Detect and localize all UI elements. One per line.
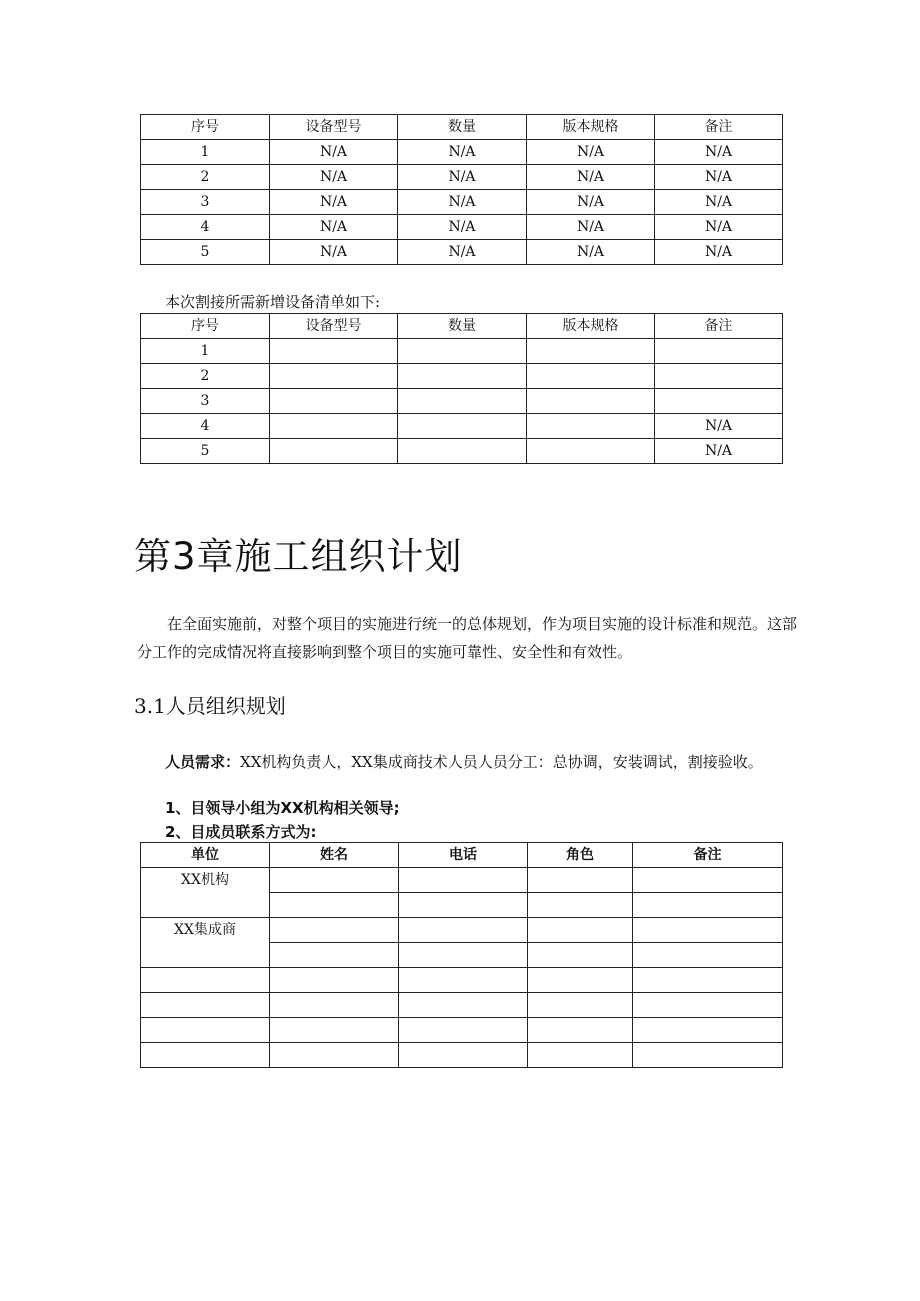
table-cell: N/A bbox=[398, 165, 527, 190]
table-cell: 5 bbox=[141, 240, 270, 265]
list-item: 2、目成员联系方式为: bbox=[165, 823, 317, 841]
table-cell: N/A bbox=[655, 215, 783, 240]
header-cell: 序号 bbox=[141, 115, 270, 140]
header-cell: 序号 bbox=[141, 314, 270, 339]
table-cell bbox=[633, 993, 783, 1018]
table-cell bbox=[528, 1018, 633, 1043]
table-row bbox=[141, 339, 783, 364]
header-cell: 设备型号 bbox=[270, 115, 398, 140]
table-cell: N/A bbox=[655, 414, 783, 439]
table-cell: 3 bbox=[141, 190, 270, 215]
table-cell bbox=[270, 868, 399, 893]
table-cell: N/A bbox=[527, 240, 655, 265]
table-cell bbox=[633, 968, 783, 993]
table-cell: N/A bbox=[527, 190, 655, 215]
table-cell bbox=[270, 993, 399, 1018]
table-row bbox=[141, 968, 783, 993]
contacts-table bbox=[140, 842, 783, 1068]
table-cell: N/A bbox=[527, 140, 655, 165]
table-cell bbox=[399, 993, 528, 1018]
header-cell: 单位 bbox=[141, 843, 270, 868]
header-cell: 备注 bbox=[633, 843, 783, 868]
header-cell: 版本规格 bbox=[527, 314, 655, 339]
table-cell: N/A bbox=[270, 140, 398, 165]
table-cell bbox=[527, 389, 655, 414]
table-cell bbox=[528, 993, 633, 1018]
requirements-text: XX机构负责人，XX集成商技术人员人员分工：总协调，安装调试，割接验收。 bbox=[240, 753, 763, 771]
table-cell bbox=[633, 893, 783, 918]
header-cell: 电话 bbox=[399, 843, 528, 868]
table-row bbox=[141, 1018, 783, 1043]
table-cell bbox=[398, 364, 527, 389]
header-cell: 姓名 bbox=[270, 843, 399, 868]
table-cell bbox=[270, 364, 398, 389]
table-cell bbox=[399, 943, 528, 968]
table-cell: N/A bbox=[655, 190, 783, 215]
chapter-title: 第3章施工组织计划 bbox=[134, 535, 463, 578]
table-row bbox=[141, 190, 783, 215]
intro-paragraph: 在全面实施前，对整个项目的实施进行统一的总体规划，作为项目实施的设计标准和规范。这部分工作的完成情况将直接影响到整个项目的实施可靠性、安全性和有效性。 bbox=[137, 615, 798, 661]
header-cell: 数量 bbox=[398, 314, 527, 339]
table-cell: 1 bbox=[141, 140, 270, 165]
table-cell: 2 bbox=[141, 165, 270, 190]
table-cell: 4 bbox=[141, 215, 270, 240]
table-cell: N/A bbox=[655, 439, 783, 464]
table-cell bbox=[399, 968, 528, 993]
table-cell: 4 bbox=[141, 414, 270, 439]
table-cell bbox=[655, 364, 783, 389]
table-header-row bbox=[141, 115, 783, 140]
table-cell: N/A bbox=[527, 165, 655, 190]
table-cell: N/A bbox=[655, 140, 783, 165]
personnel-requirements bbox=[165, 750, 795, 774]
table-cell bbox=[528, 918, 633, 943]
table-header-row bbox=[141, 843, 783, 868]
table-cell bbox=[528, 868, 633, 893]
table-cell: N/A bbox=[527, 215, 655, 240]
new-equipment-table bbox=[140, 313, 783, 464]
table-cell: N/A bbox=[398, 215, 527, 240]
table-row bbox=[141, 868, 783, 893]
table-row bbox=[141, 439, 783, 464]
table-cell bbox=[655, 339, 783, 364]
table-cell: 1 bbox=[141, 339, 270, 364]
table-row bbox=[141, 364, 783, 389]
table-cell bbox=[141, 1018, 270, 1043]
table-row bbox=[141, 165, 783, 190]
table-cell bbox=[270, 893, 399, 918]
table-cell bbox=[527, 339, 655, 364]
new-equipment-caption: 本次割接所需新增设备清单如下: bbox=[165, 293, 381, 311]
table-cell: N/A bbox=[270, 215, 398, 240]
table-cell bbox=[270, 414, 398, 439]
table-cell bbox=[270, 1043, 399, 1068]
table-cell: N/A bbox=[655, 240, 783, 265]
table-row bbox=[141, 414, 783, 439]
table-cell: N/A bbox=[270, 240, 398, 265]
table-cell bbox=[270, 439, 398, 464]
table-cell bbox=[527, 364, 655, 389]
table-cell bbox=[633, 943, 783, 968]
table-row bbox=[141, 140, 783, 165]
table-cell: N/A bbox=[270, 165, 398, 190]
table-cell bbox=[527, 439, 655, 464]
table-cell bbox=[398, 414, 527, 439]
table-cell bbox=[399, 1043, 528, 1068]
table-cell bbox=[270, 943, 399, 968]
table-cell bbox=[528, 1043, 633, 1068]
table-cell: N/A bbox=[270, 190, 398, 215]
header-cell: 设备型号 bbox=[270, 314, 398, 339]
section-title: 3.1人员组织规划 bbox=[134, 694, 286, 718]
table-cell bbox=[633, 918, 783, 943]
unit-cell: XX机构 bbox=[141, 868, 270, 918]
table-cell bbox=[399, 893, 528, 918]
table-cell bbox=[398, 339, 527, 364]
table-cell: 5 bbox=[141, 439, 270, 464]
table-cell bbox=[528, 893, 633, 918]
unit-cell: XX集成商 bbox=[141, 918, 270, 968]
table-cell bbox=[270, 918, 399, 943]
table-cell: N/A bbox=[398, 140, 527, 165]
table-cell bbox=[655, 389, 783, 414]
table-cell bbox=[141, 993, 270, 1018]
table-cell bbox=[270, 1018, 399, 1043]
requirements-label: 人员需求： bbox=[165, 753, 241, 771]
table-cell bbox=[633, 868, 783, 893]
table-cell bbox=[399, 918, 528, 943]
table-cell: N/A bbox=[655, 165, 783, 190]
table-cell: N/A bbox=[398, 240, 527, 265]
table-row bbox=[141, 389, 783, 414]
table-cell bbox=[398, 389, 527, 414]
equipment-table bbox=[140, 114, 783, 265]
header-cell: 角色 bbox=[528, 843, 633, 868]
table-cell bbox=[527, 414, 655, 439]
table-cell bbox=[528, 943, 633, 968]
header-cell: 版本规格 bbox=[527, 115, 655, 140]
table-row bbox=[141, 918, 783, 943]
table-cell bbox=[141, 968, 270, 993]
table-cell bbox=[141, 1043, 270, 1068]
table-cell bbox=[398, 439, 527, 464]
table-cell bbox=[633, 1043, 783, 1068]
table-cell: 3 bbox=[141, 389, 270, 414]
header-cell: 备注 bbox=[655, 115, 783, 140]
table-cell bbox=[270, 389, 398, 414]
table-cell bbox=[270, 339, 398, 364]
list-item: 1、目领导小组为XX机构相关领导; bbox=[165, 799, 400, 817]
table-cell: 2 bbox=[141, 364, 270, 389]
table-row bbox=[141, 240, 783, 265]
table-cell bbox=[270, 968, 399, 993]
table-row bbox=[141, 1043, 783, 1068]
header-cell: 数量 bbox=[398, 115, 527, 140]
header-cell: 备注 bbox=[655, 314, 783, 339]
table-cell: N/A bbox=[398, 190, 527, 215]
table-row bbox=[141, 993, 783, 1018]
table-cell bbox=[528, 968, 633, 993]
table-cell bbox=[399, 1018, 528, 1043]
table-cell bbox=[399, 868, 528, 893]
table-header-row bbox=[141, 314, 783, 339]
table-cell bbox=[633, 1018, 783, 1043]
table-row bbox=[141, 215, 783, 240]
